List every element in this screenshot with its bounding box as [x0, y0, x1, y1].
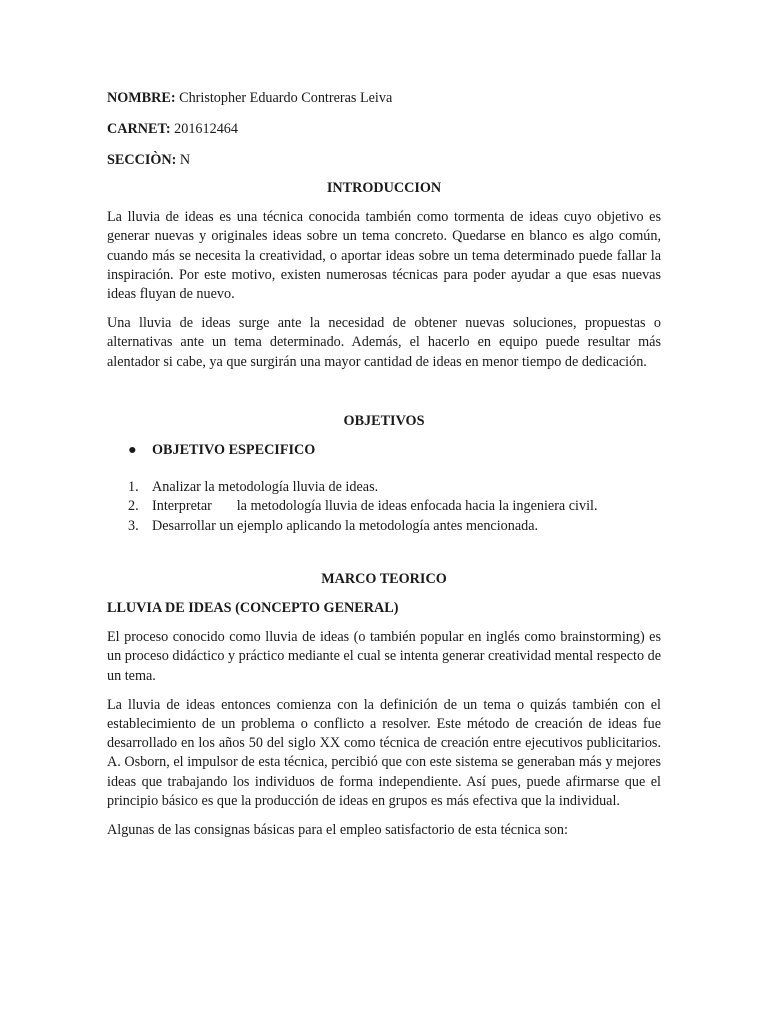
marco-paragraph-2: La lluvia de ideas entonces comienza con la definición de un tema o quizás también con el establecimiento de un problema o conflicto a resolver. Este método de creación de ideas fue desarrollado en los años 50 del siglo XX como técnica de creación entre ejecutivos publicitarios. A. Osborn, el impulsor de esta técnica, percibió que con este sistema se generaban más y mejores ideas que trabajando los individuos de forma independiente. Así pues, puede afirmarse que el principio básico es que la producción de ideas en grupos es más efectiva que la individual.	[107, 696, 661, 809]
nombre-field	[107, 89, 661, 108]
concepto-general-subheading: LLUVIA DE IDEAS (CONCEPTO GENERAL)	[107, 600, 399, 616]
objetivo-especifico-bullet	[107, 441, 661, 460]
marco-paragraph-1: El proceso conocido como lluvia de ideas (o también popular en inglés como brainstorming) es un proceso didáctico y práctico mediante el cual se intenta generar creatividad mental respecto de un tema.	[107, 629, 661, 684]
nombre-value: Christopher Eduardo Contreras Leiva	[179, 90, 393, 106]
nombre-label: NOMBRE:	[107, 90, 176, 106]
carnet-label: CARNET:	[107, 121, 171, 137]
carnet-field	[107, 120, 661, 139]
marco-paragraph-3: Algunas de las consignas básicas para el empleo satisfactorio de esta técnica son:	[107, 822, 568, 839]
list-item	[107, 497, 661, 516]
list-item-number: 2.	[128, 498, 139, 515]
marco-teorico-heading: MARCO TEORICO	[321, 570, 447, 587]
list-item	[107, 478, 661, 497]
seccion-label: SECCIÒN:	[107, 152, 177, 168]
introduccion-heading: INTRODUCCION	[326, 180, 442, 196]
objetivo-especifico-label: OBJETIVO ESPECIFICO	[152, 442, 316, 459]
introduccion-paragraph-2: Una lluvia de ideas surge ante la necesidad de obtener nuevas soluciones, propuestas o alternativas ante un tema determinado. Además, el hacerlo en equipo puede resultar más alentador si cabe, ya que surgirán una mayor cantidad de ideas en menor tiempo de dedicación.	[107, 315, 661, 370]
introduccion-paragraph-1: La lluvia de ideas es una técnica conocida también como tormenta de ideas cuyo objetivo es generar nuevas y originales ideas sobre un tema concreto. Quedarse en blanco es algo común, cuando más se necesita la creatividad, o aportar ideas sobre un tema determinado puede fallar la inspiración. Por este motivo, existen numerosas técnicas para poder ayudar a que esas nuevas ideas fluyan de nuevo.	[107, 209, 661, 303]
list-item-number: 3.	[128, 517, 139, 534]
list-item	[107, 517, 661, 536]
document-page	[107, 89, 661, 840]
seccion-field	[107, 151, 661, 170]
list-item-text: Analizar la metodología lluvia de ideas.	[152, 479, 379, 496]
seccion-value: N	[179, 152, 191, 168]
objetivos-heading: OBJETIVOS	[343, 412, 425, 429]
bullet-dot-icon: ●	[128, 442, 137, 459]
list-item-number: 1.	[128, 479, 139, 496]
list-item-text: Interpretar la metodología lluvia de ideas enfocada hacia la ingeniera civil.	[152, 498, 598, 515]
objetivos-list	[107, 478, 661, 536]
list-item-text: Desarrollar un ejemplo aplicando la metodología antes mencionada.	[152, 517, 539, 534]
carnet-value: 201612464	[174, 121, 238, 137]
